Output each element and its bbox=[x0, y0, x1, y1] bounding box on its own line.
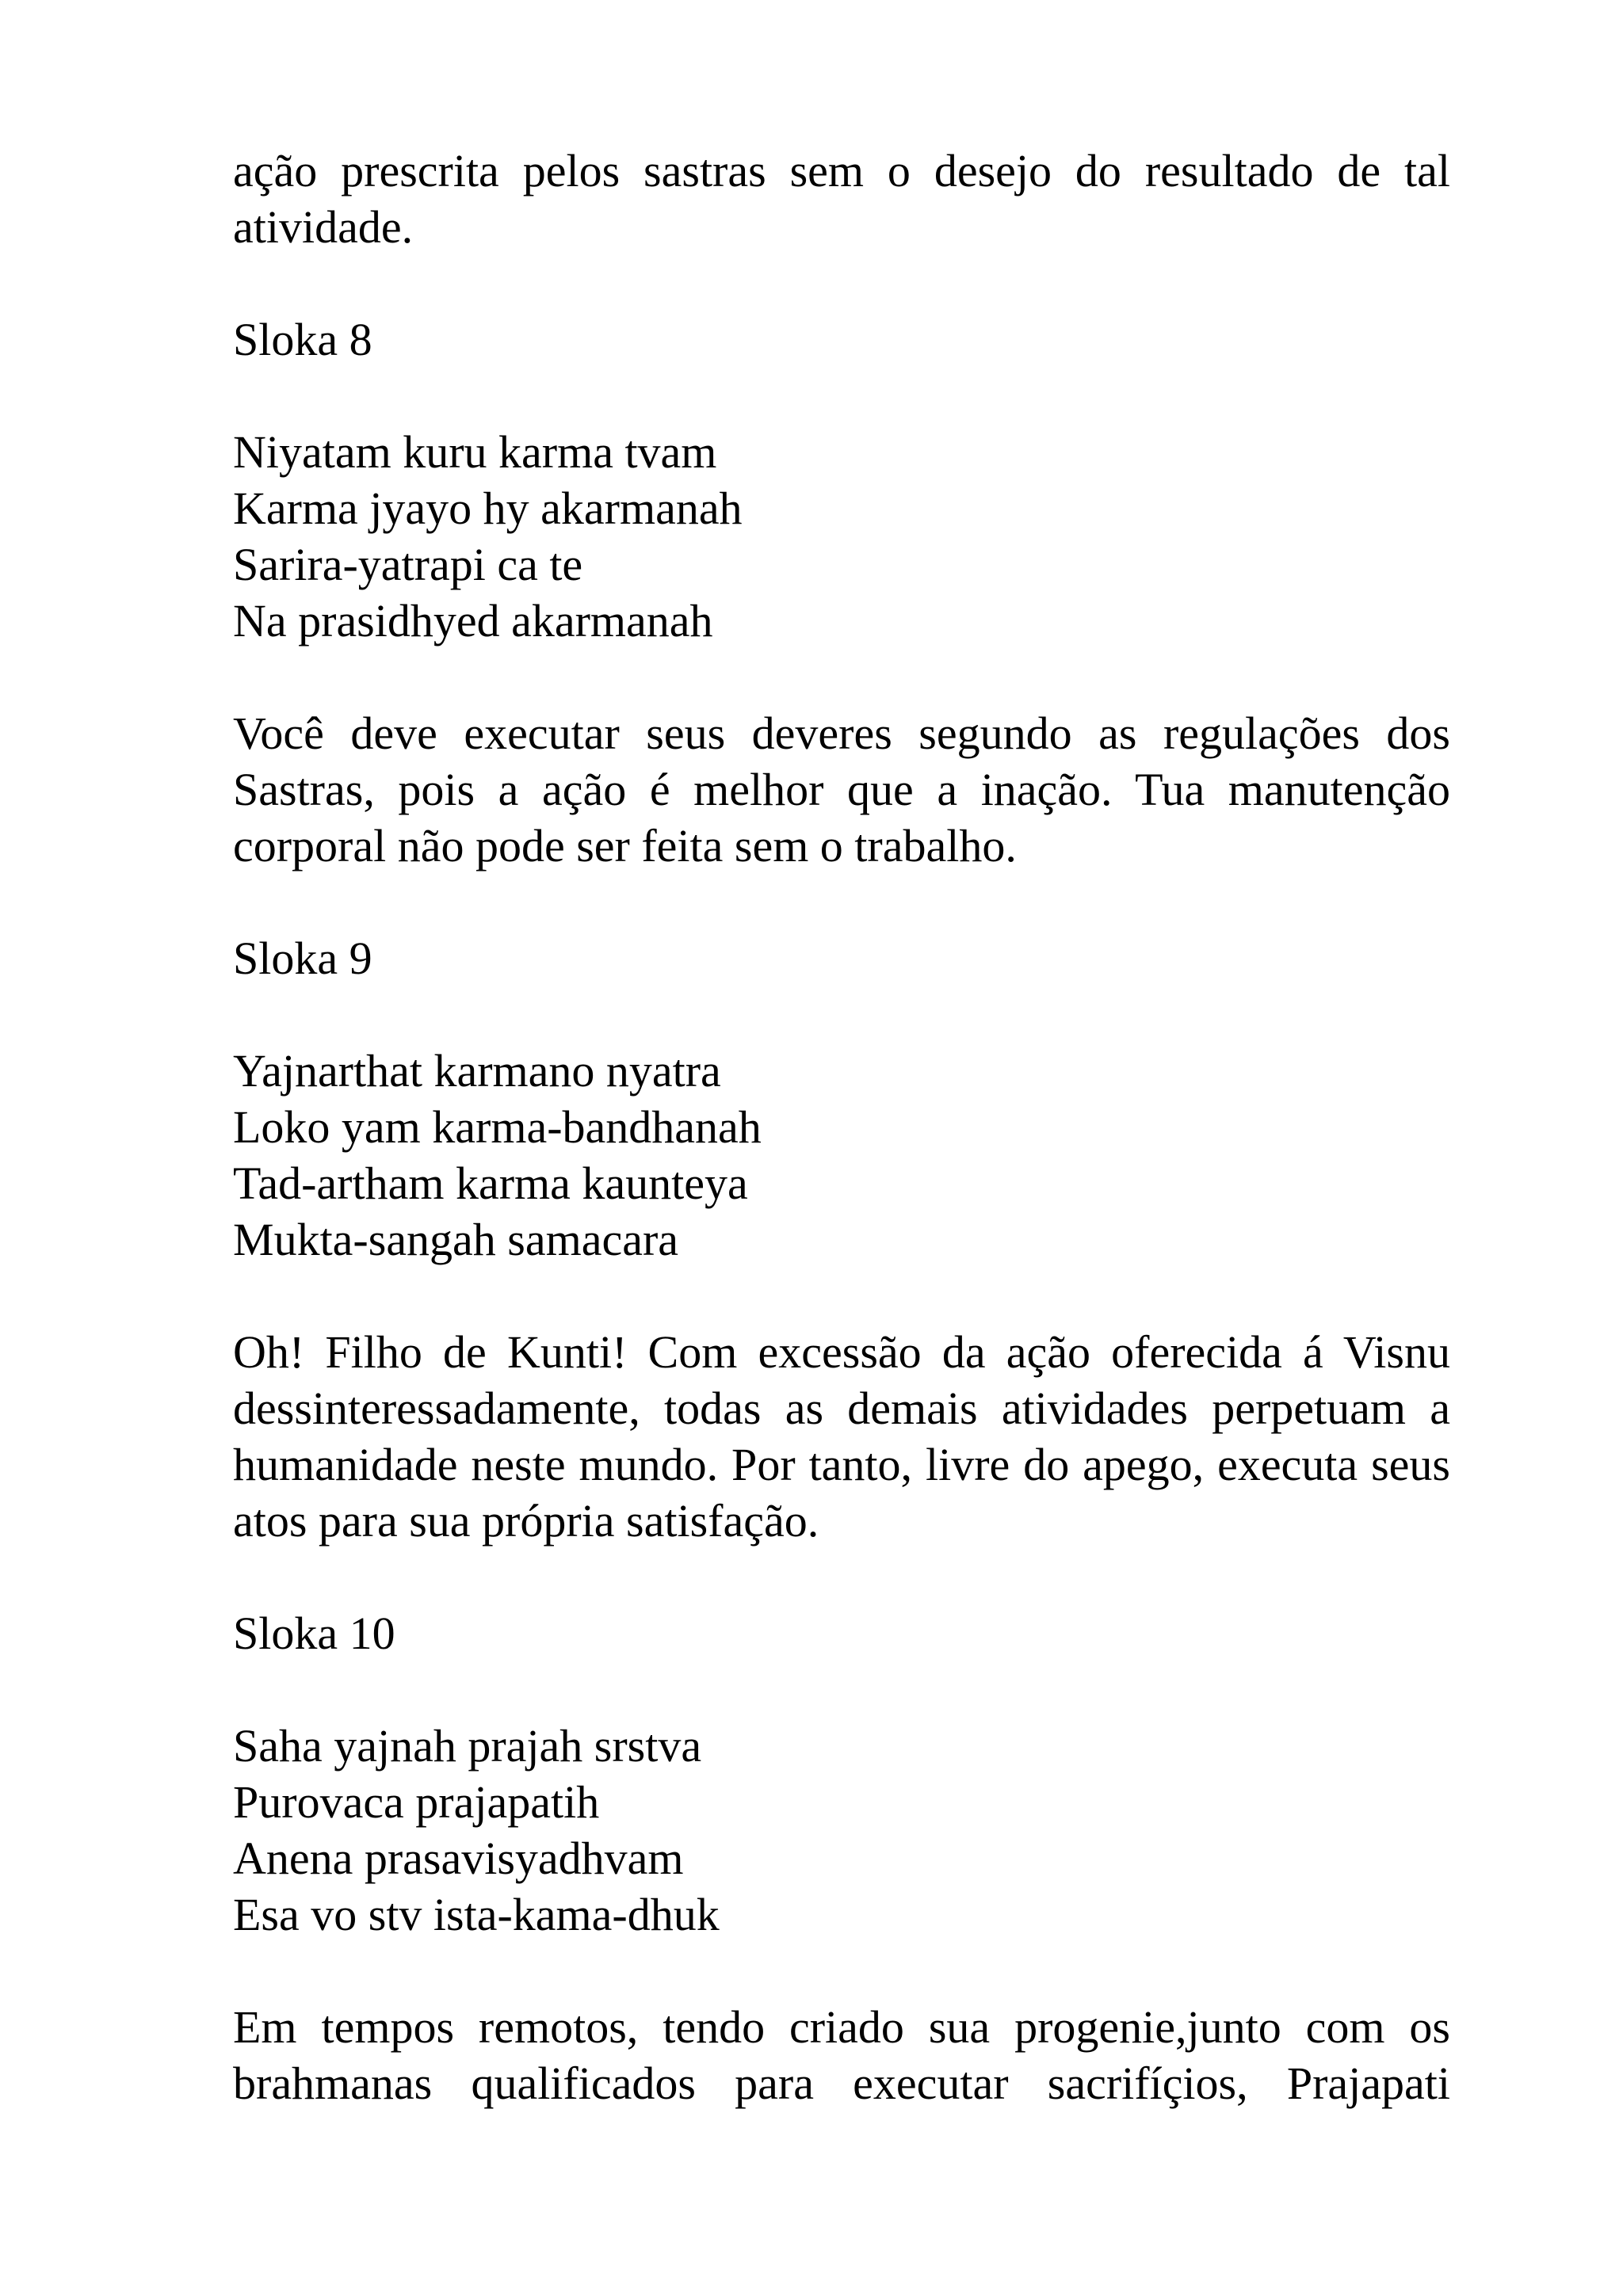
verse-line: Esa vo stv ista-kama-dhuk bbox=[233, 1889, 720, 1940]
verse-line: Purovaca prajapatih bbox=[233, 1776, 600, 1828]
verse-line: Sarira-yatrapi ca te bbox=[233, 539, 583, 590]
sloka-9-verse bbox=[233, 1043, 1450, 1268]
sloka-8-translation: Você deve executar seus deveres segundo as regulações dos Sastras, pois a ação é melhor que a inação. Tua manutenção corporal não pode ser feita sem o trabalho. bbox=[233, 707, 1450, 871]
verse-line: Mukta-sangah samacara bbox=[233, 1214, 679, 1265]
sloka-8-heading: Sloka 8 bbox=[233, 314, 372, 365]
intro-paragraph: ação prescrita pelos sastras sem o desejo do resultado de tal atividade. bbox=[233, 145, 1450, 253]
sloka-9-heading: Sloka 9 bbox=[233, 933, 372, 984]
sloka-10-translation: Em tempos remotos, tendo criado sua progenie,junto com os brahmanas qualificados para executar sacrifíçios, Prajapati bbox=[233, 2001, 1450, 2109]
sloka-9-translation: Oh! Filho de Kunti! Com excessão da ação oferecida á Visnu dessinteressadamente, todas as demais atividades perpetuam a humanidade neste mundo. Por tanto, livre do apego, executa seus atos para sua própria satisfação. bbox=[233, 1326, 1450, 1547]
verse-line: Karma jyayo hy akarmanah bbox=[233, 482, 743, 534]
verse-line: Tad-artham karma kaunteya bbox=[233, 1158, 748, 1209]
page-content bbox=[233, 143, 1450, 2111]
verse-line: Niyatam kuru karma tvam bbox=[233, 426, 717, 478]
verse-line: Na prasidhyed akarmanah bbox=[233, 595, 713, 646]
verse-line: Anena prasavisyadhvam bbox=[233, 1833, 684, 1884]
sloka-8-verse bbox=[233, 424, 1450, 649]
verse-line: Yajnarthat karmano nyatra bbox=[233, 1045, 721, 1097]
sloka-10-verse bbox=[233, 1718, 1450, 1943]
sloka-10-heading: Sloka 10 bbox=[233, 1608, 395, 1659]
verse-line: Saha yajnah prajah srstva bbox=[233, 1720, 702, 1772]
verse-line: Loko yam karma-bandhanah bbox=[233, 1101, 762, 1153]
